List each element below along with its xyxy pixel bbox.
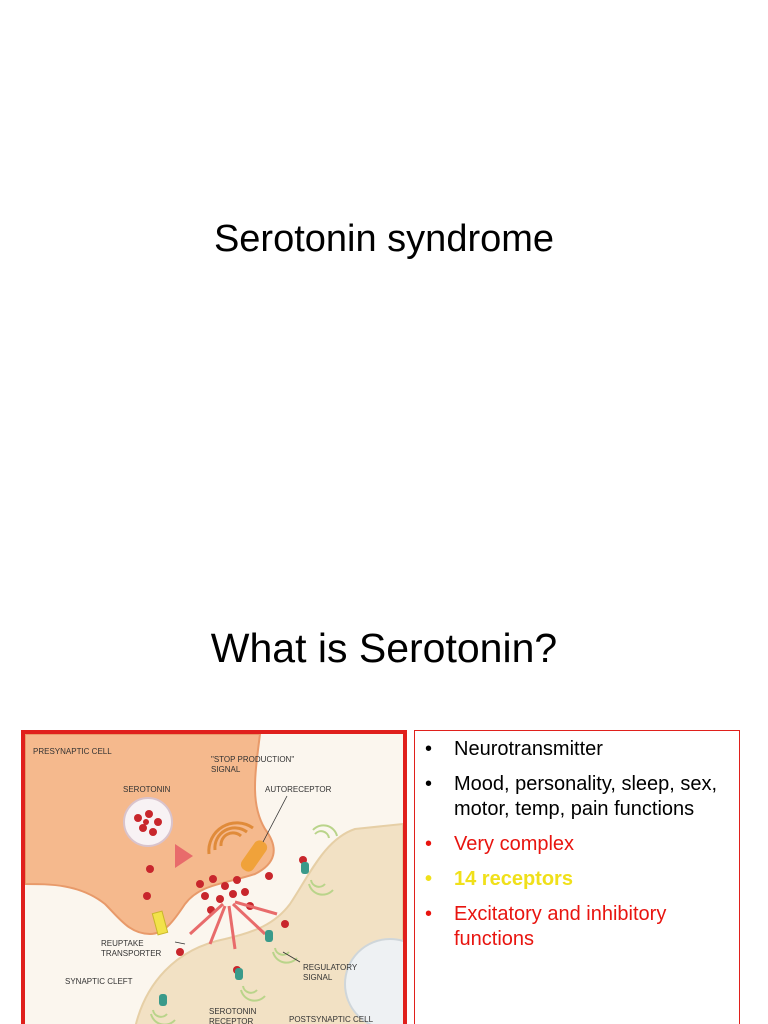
synapse-illustration [25, 734, 403, 1024]
label-serotonin-receptor-2: RECEPTOR [209, 1017, 254, 1024]
slide-title-serotonin-syndrome: Serotonin syndrome [213, 218, 555, 260]
bullet-text: Very complex [454, 833, 575, 855]
label-regulatory: REGULATORY [303, 963, 358, 972]
bullet-glyph: • [425, 868, 433, 890]
bullet-text: Mood, personality, sleep, sex, motor, temp, pain functions [454, 773, 718, 820]
bullet-item [421, 902, 731, 952]
bullet-item [421, 737, 731, 762]
label-serotonin: SEROTONIN [123, 785, 171, 794]
bullet-glyph: • [425, 738, 433, 760]
bullet-item [421, 772, 731, 822]
label-presynaptic-cell: PRESYNAPTIC CELL [33, 747, 112, 756]
bullet-item [421, 867, 731, 892]
label-autoreceptor: AUTORECEPTOR [265, 785, 332, 794]
label-reuptake: REUPTAKE [101, 939, 144, 948]
bullet-text: Neurotransmitter [454, 738, 603, 760]
bullet-text: 14 receptors [454, 868, 573, 890]
bullet-glyph: • [425, 833, 433, 855]
label-postsynaptic-cell: POSTSYNAPTIC CELL [289, 1015, 374, 1024]
label-synaptic-cleft: SYNAPTIC CLEFT [65, 977, 133, 986]
slide-title-what-is-serotonin: What is Serotonin? [210, 625, 558, 671]
label-regulatory-signal: SIGNAL [303, 973, 333, 982]
synapse-diagram [21, 730, 407, 1024]
bullet-list [421, 737, 731, 952]
bullet-glyph: • [425, 773, 433, 795]
label-serotonin-receptor-1: SEROTONIN [209, 1007, 257, 1016]
bullet-item [421, 832, 731, 857]
bullet-list-box [414, 730, 740, 1024]
label-stop-signal: SIGNAL [211, 765, 241, 774]
bullet-glyph: • [425, 903, 433, 925]
label-transporter: TRANSPORTER [101, 949, 162, 958]
bullet-text: Excitatory and inhibitory functions [454, 903, 667, 950]
label-stop-production: "STOP PRODUCTION" [211, 755, 295, 764]
